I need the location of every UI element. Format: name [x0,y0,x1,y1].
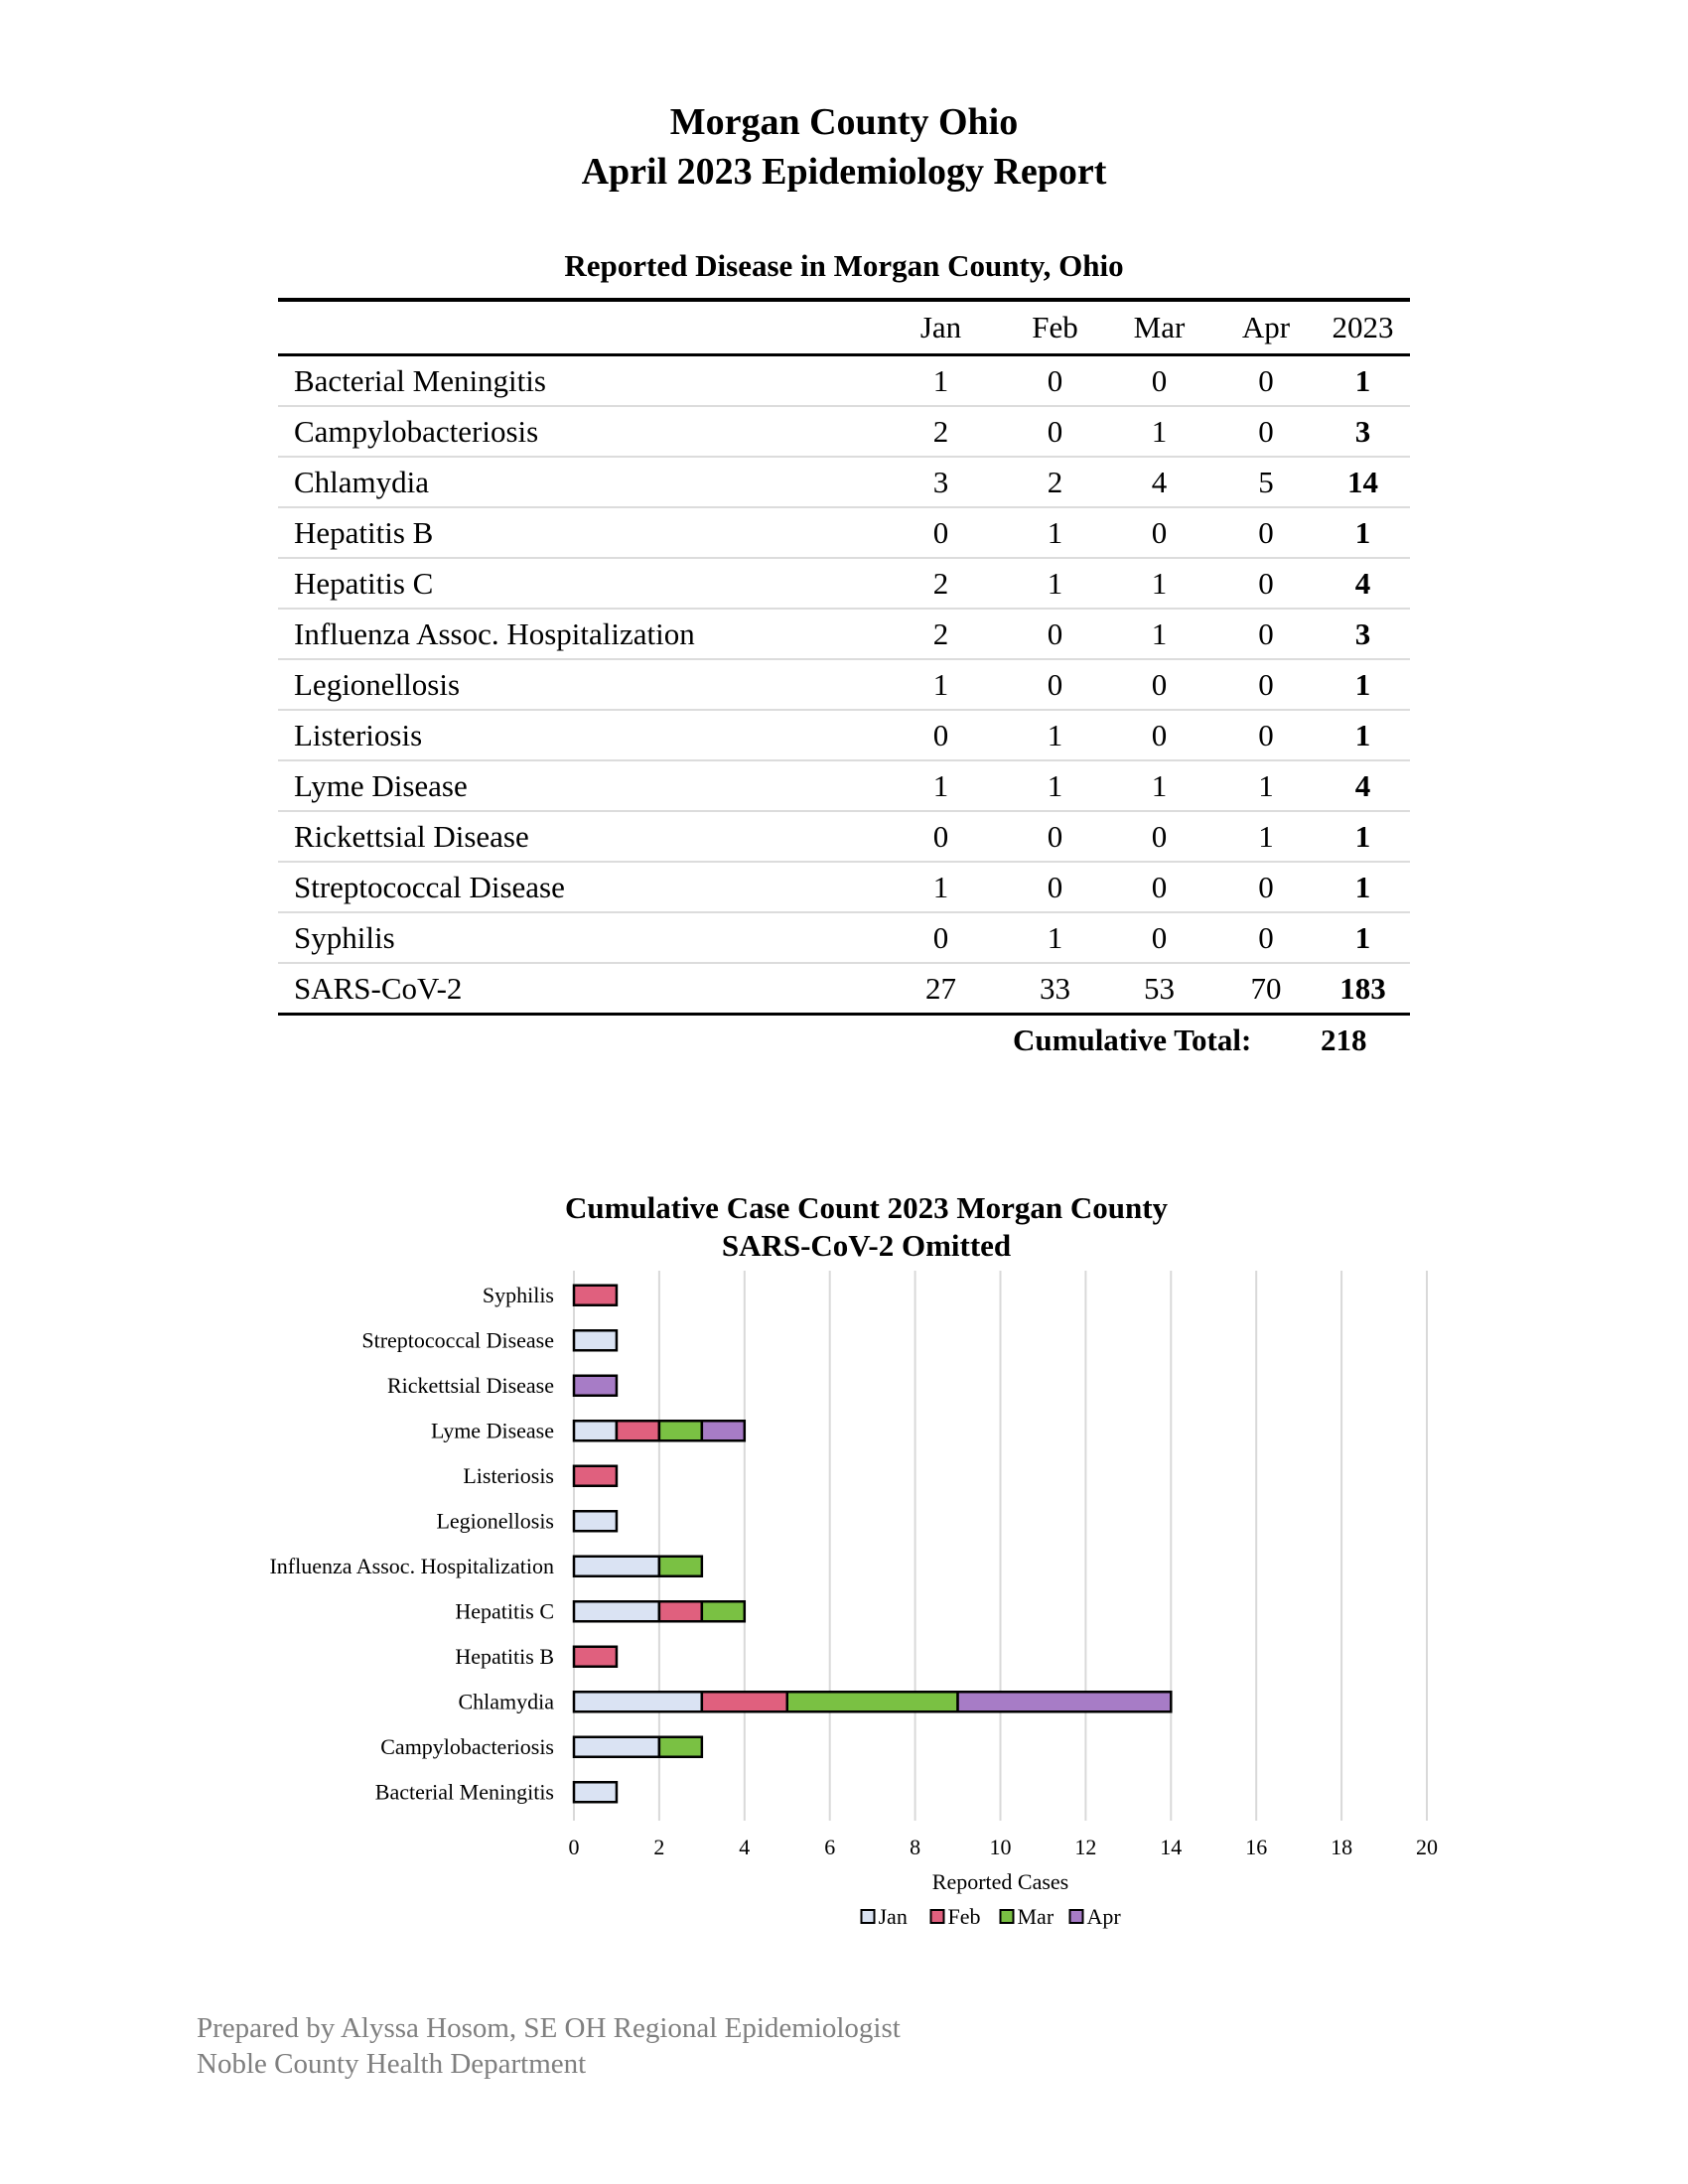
x-tick-label: 6 [824,1835,836,1859]
row-count-apr: 0 [1216,862,1316,912]
table-row [278,862,1410,912]
row-year-total: 3 [1316,609,1410,659]
row-count-feb: 1 [1008,710,1102,760]
report-title: Morgan County Ohio [669,101,1019,143]
row-count-feb: 0 [1008,811,1102,862]
x-tick-label: 16 [1245,1835,1268,1859]
bar-segment-mar [702,1601,745,1621]
row-count-feb: 0 [1008,862,1102,912]
bar-segment-jan [574,1330,617,1350]
header-jan: Jan [919,310,962,344]
table-row [278,406,1410,457]
table-title: Reported Disease in Morgan County, Ohio [564,248,1124,283]
bar-segment-mar [659,1557,702,1576]
table-row [278,507,1410,558]
bar-segment-feb [574,1466,617,1486]
row-count-jan: 1 [874,355,1008,407]
chart-title-block [0,1189,1688,1265]
header-year-total: 2023 [1332,310,1394,344]
chart-legend [862,1904,1122,1929]
x-tick-label: 0 [568,1835,580,1859]
cumulative-total-value: 218 [1321,1023,1367,1057]
cumulative-case-chart [199,1271,1519,1946]
row-count-apr: 0 [1216,558,1316,609]
legend-label-jan: Jan [878,1904,908,1929]
category-label: Lyme Disease [430,1418,554,1443]
disease-name: Chlamydia [278,457,874,507]
table-row [278,710,1410,760]
x-tick-label: 10 [989,1835,1012,1859]
row-year-total: 4 [1316,558,1410,609]
bar-segment-mar [787,1692,958,1711]
disease-name: Legionellosis [278,659,874,710]
row-count-feb: 1 [1008,760,1102,811]
row-count-mar: 53 [1102,963,1216,1015]
disease-name: Lyme Disease [278,760,874,811]
row-count-apr: 5 [1216,457,1316,507]
row-count-feb: 1 [1008,558,1102,609]
bar-segment-mar [659,1737,702,1757]
row-year-total: 183 [1316,963,1410,1015]
bar-segment-feb [702,1692,787,1711]
row-count-jan: 1 [874,760,1008,811]
bar-segment-mar [659,1421,702,1440]
bar-segment-feb [659,1601,702,1621]
category-label: Hepatitis C [455,1598,554,1624]
category-label: Influenza Assoc. Hospitalization [269,1553,554,1578]
row-count-mar: 1 [1102,760,1216,811]
row-year-total: 1 [1316,507,1410,558]
bar-segment-feb [574,1286,617,1305]
row-count-mar: 0 [1102,507,1216,558]
disease-table [278,298,1410,1016]
bar-segment-jan [574,1692,702,1711]
disease-name: SARS-CoV-2 [278,963,874,1015]
table-row [278,457,1410,507]
row-year-total: 1 [1316,710,1410,760]
row-count-apr: 0 [1216,406,1316,457]
report-subtitle: April 2023 Epidemiology Report [581,151,1107,193]
table-row [278,659,1410,710]
row-year-total: 1 [1316,355,1410,407]
row-year-total: 14 [1316,457,1410,507]
row-count-mar: 0 [1102,355,1216,407]
row-count-apr: 0 [1216,355,1316,407]
row-count-apr: 0 [1216,507,1316,558]
category-label: Rickettsial Disease [386,1372,554,1398]
row-count-apr: 0 [1216,710,1316,760]
row-count-mar: 0 [1102,912,1216,963]
category-label: Bacterial Meningitis [374,1779,554,1805]
row-count-jan: 2 [874,406,1008,457]
legend-label-feb: Feb [947,1904,981,1929]
disease-name: Syphilis [278,912,874,963]
bar-segment-jan [574,1737,659,1757]
disease-name: Rickettsial Disease [278,811,874,862]
row-count-jan: 0 [874,811,1008,862]
table-row [278,811,1410,862]
row-count-mar: 0 [1102,811,1216,862]
header-mar: Mar [1133,310,1186,344]
table-header-row [278,300,1410,355]
x-tick-label: 18 [1331,1835,1353,1859]
row-count-jan: 2 [874,558,1008,609]
bar-segment-jan [574,1421,617,1440]
bar-segment-jan [574,1511,617,1531]
chart-category-labels [269,1283,554,1805]
legend-swatch-apr [1070,1910,1083,1923]
row-count-feb: 0 [1008,659,1102,710]
legend-swatch-jan [862,1910,875,1923]
table-row [278,609,1410,659]
row-count-feb: 1 [1008,912,1102,963]
bar-segment-feb [617,1421,659,1440]
row-count-mar: 0 [1102,862,1216,912]
x-tick-label: 8 [910,1835,921,1859]
legend-label-mar: Mar [1017,1904,1055,1929]
footer [197,2010,901,2082]
chart-x-tick-labels [569,1835,1439,1859]
row-count-feb: 0 [1008,609,1102,659]
row-count-mar: 1 [1102,406,1216,457]
bar-segment-feb [574,1647,617,1667]
row-count-mar: 1 [1102,609,1216,659]
cumulative-total-label: Cumulative Total: [1013,1023,1252,1057]
row-count-mar: 1 [1102,558,1216,609]
row-count-feb: 33 [1008,963,1102,1015]
bar-segment-apr [702,1421,745,1440]
row-count-jan: 0 [874,912,1008,963]
row-count-jan: 1 [874,659,1008,710]
row-year-total: 4 [1316,760,1410,811]
row-count-jan: 0 [874,710,1008,760]
row-year-total: 1 [1316,862,1410,912]
footer-organization: Noble County Health Department [197,2048,587,2080]
bar-segment-jan [574,1601,659,1621]
category-label: Listeriosis [463,1462,554,1488]
x-tick-label: 20 [1416,1835,1438,1859]
row-count-apr: 0 [1216,912,1316,963]
disease-name: Streptococcal Disease [278,862,874,912]
x-tick-label: 12 [1074,1835,1097,1859]
table-row [278,912,1410,963]
row-count-feb: 1 [1008,507,1102,558]
disease-name: Listeriosis [278,710,874,760]
row-count-jan: 27 [874,963,1008,1015]
legend-label-apr: Apr [1086,1904,1121,1929]
x-tick-label: 4 [739,1835,751,1859]
category-label: Legionellosis [436,1508,554,1534]
row-count-jan: 1 [874,862,1008,912]
x-tick-label: 14 [1160,1835,1183,1859]
row-count-jan: 2 [874,609,1008,659]
row-count-feb: 0 [1008,355,1102,407]
row-year-total: 1 [1316,912,1410,963]
chart-subtitle: SARS-CoV-2 Omitted [721,1228,1012,1263]
row-count-mar: 0 [1102,659,1216,710]
x-tick-label: 2 [653,1835,665,1859]
header-apr: Apr [1241,310,1291,344]
row-count-jan: 0 [874,507,1008,558]
table-row [278,355,1410,407]
chart-bars [574,1286,1171,1803]
category-label: Syphilis [482,1282,554,1307]
table-row [278,963,1410,1015]
table-row [278,760,1410,811]
row-count-jan: 3 [874,457,1008,507]
disease-name: Hepatitis C [278,558,874,609]
row-year-total: 3 [1316,406,1410,457]
row-count-apr: 1 [1216,811,1316,862]
bar-segment-apr [574,1376,617,1396]
row-count-apr: 1 [1216,760,1316,811]
row-count-apr: 0 [1216,609,1316,659]
category-label: Campylobacteriosis [380,1733,554,1759]
bar-segment-jan [574,1557,659,1576]
category-label: Chlamydia [458,1689,554,1714]
chart-title: Cumulative Case Count 2023 Morgan County [564,1190,1169,1225]
footer-prepared-by: Prepared by Alyssa Hosom, SE OH Regional Epidemiologist [197,2012,901,2044]
row-year-total: 1 [1316,811,1410,862]
disease-name: Bacterial Meningitis [278,355,874,407]
row-count-apr: 0 [1216,659,1316,710]
header-disease [278,300,874,355]
header-feb: Feb [1032,310,1078,344]
row-count-mar: 4 [1102,457,1216,507]
bar-segment-jan [574,1782,617,1802]
row-count-feb: 2 [1008,457,1102,507]
bar-segment-apr [958,1692,1172,1711]
table-row [278,558,1410,609]
table-body [278,355,1410,1015]
row-count-apr: 70 [1216,963,1316,1015]
legend-swatch-mar [1001,1910,1014,1923]
row-year-total: 1 [1316,659,1410,710]
disease-name: Hepatitis B [278,507,874,558]
legend-swatch-feb [931,1910,944,1923]
chart-x-axis-label: Reported Cases [931,1869,1069,1894]
category-label: Streptococcal Disease [361,1327,554,1353]
row-count-mar: 0 [1102,710,1216,760]
disease-name: Campylobacteriosis [278,406,874,457]
category-label: Hepatitis B [455,1643,554,1669]
disease-name: Influenza Assoc. Hospitalization [278,609,874,659]
row-count-feb: 0 [1008,406,1102,457]
